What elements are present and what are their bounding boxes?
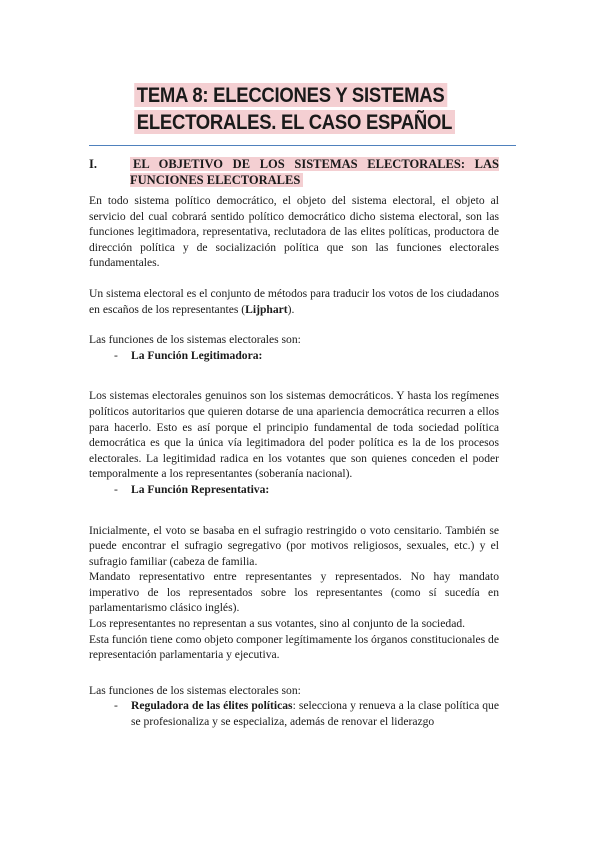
paragraph-intro: En todo sistema político democrático, el objeto del sistema electoral, el objeto al servicio del cual cobrará sentido político democrático dicho sistema electoral, son las funciones legitimadora, representativa, reclutadora de las elites políticas, productora de dirección política y de socialización política que son las funciones electorales fundamentales. <box>89 194 499 270</box>
author-name: Lijphart <box>245 302 288 316</box>
definition-text: Un sistema electoral es el conjunto de métodos para traducir los votos de los ciudadanos en escaños de los representantes ( <box>89 286 499 316</box>
title-divider <box>89 145 516 146</box>
bullet-text: : selecciona y renueva a la clase política que se profesionaliza y se especializa, además de renovar el liderazgo <box>131 699 499 729</box>
paragraph-legitimadora: Los sistemas electorales genuinos son los sistemas democráticos. Y hasta los regímenes políticos autoritarios que quieren dotarse de una apariencia democrática recurren a ellos para hacerlo. Esto es así porque el principio fundamental de toda sociedad política democrática es que la única vía legitimadora del poder política es la de los procesos electorales. La legitimidad radica en los votantes que son quienes conceden el poder temporalmente a los representantes (soberanía nacional). <box>89 389 499 481</box>
bullet-title: La Función Legitimadora: <box>131 348 263 362</box>
paragraph-functions-list-intro-2: Las funciones de los sistemas electorales son: <box>89 683 301 697</box>
bullet-dash: - <box>114 699 118 713</box>
section-heading <box>89 156 499 188</box>
paragraph-mandato: Mandato representativo entre representantes y representados. No hay mandato imperativo de los representados sobre los representantes (como sí sucedía en parlamentarismo clásico inglés). <box>89 570 499 615</box>
paragraph-voto-censitario: Inicialmente, el voto se basaba en el sufragio restringido o voto censitario. También se puede encontrar el sufragio segregativo (por motivos religiosos, sexuales, etc.) y el sufragio familiar (cabeza de familia. <box>89 523 499 568</box>
paragraph-representantes: Los representantes no representan a sus votantes, sino al conjunto de la sociedad. <box>89 617 466 631</box>
paragraph-definition <box>89 286 499 317</box>
paragraph-objeto: Esta función tiene como objeto componer legítimamente los órganos constitucionales de representación parlamentaria y ejecutiva. <box>89 632 499 662</box>
document-body <box>89 193 499 730</box>
bullet-title: La Función Representativa: <box>131 482 270 496</box>
bullet-dash: - <box>114 348 118 362</box>
definition-end: ). <box>287 302 295 316</box>
section-title: EL OBJETIVO DE LOS SISTEMAS ELECTORALES: LAS FUNCIONES ELECTORALES <box>130 157 499 187</box>
title-line-2: ELECTORALES. EL CASO ESPAÑOL <box>134 110 455 134</box>
bullet-title: Reguladora de las élites políticas <box>131 699 293 713</box>
list-item-legitimadora <box>89 348 499 364</box>
page-title <box>134 82 453 136</box>
bullet-dash: - <box>114 482 118 496</box>
list-item-representativa <box>89 482 499 498</box>
section-number: I. <box>89 157 97 171</box>
paragraph-functions-list-intro: Las funciones de los sistemas electorales son: <box>89 333 301 347</box>
list-item-reguladora <box>89 698 499 729</box>
title-line-1: TEMA 8: ELECCIONES Y SISTEMAS <box>134 83 447 107</box>
